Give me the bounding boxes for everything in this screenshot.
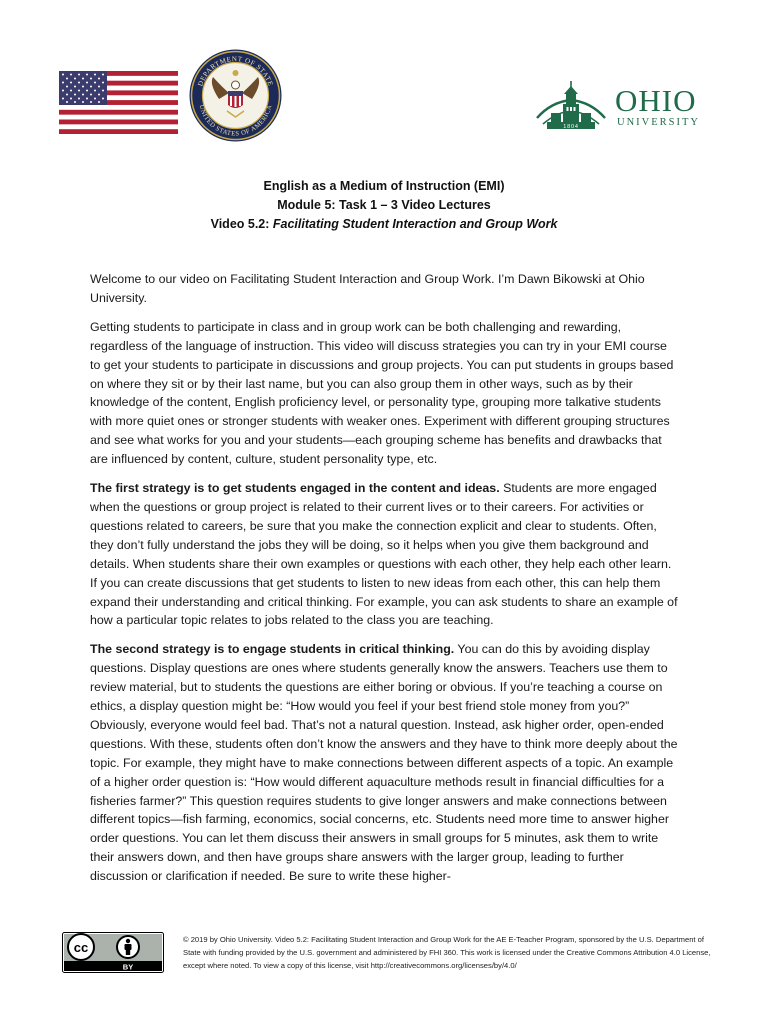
- svg-text:DEPARTMENT OF STATE: DEPARTMENT OF STATE: [196, 54, 275, 88]
- course-title: English as a Medium of Instruction (EMI): [263, 179, 505, 193]
- ohio-logo-name: OHIO: [615, 83, 697, 118]
- ohio-logo-subtitle: UNIVERSITY: [617, 117, 700, 128]
- paragraph-second-strategy: The second strategy is to engage students in critical thinking. You can do this by avoiding display questions. Display questions are ones where students generally know the answers. Teachers use them to review material, but to students the questions are either boring or obvious. If you’re teaching a course on ethics, a display question might be: “How would you feel if your best friend stole money from you?” Obviously, everyone would feel bad. That’s not a natural question. Instead, ask higher order, open-ended questions. With these, students often don’t know the answers and they have to think more deeply about the topic. For example, they might have to make connections between different aspects of a topic. An example of a higher order question is: “How would different aquaculture methods result in financial difficulties for a fisheries farmer?” This question requires students to give longer answers and make connections between different topics—fish farming, economics, social concerns, etc. Students need more time to answer higher order questions. You can let them discuss their answers in small groups for 5 minutes, ask them to write their answers down, and then have groups share answers with the larger group, leading to further discussion or clarification if needed. Be sure to write these higher-: [90, 642, 678, 884]
- paragraph-first-strategy: The first strategy is to get students engaged in the content and ideas. Students are more engaged when the questions or group project is related to their current lives or to their careers. For activities or questions related to careers, be sure that you make the connection explicit and clear to students. Often, they don’t fully understand the jobs they will be doing, so it helps when you give them background and details. When students share their own examples or questions with each other, they help each other learn. If you can create discussions that get students to listen to new ideas from each other, this can help them expand their understanding and critical thinking. For example, you can ask students to share an example of how a particular topic relates to jobs related to the class you are teaching.: [90, 481, 678, 628]
- department-of-state-seal: [189, 49, 282, 142]
- paragraph-welcome: Welcome to our video on Facilitating Student Interaction and Group Work. I’m Dawn Bikowski at Ohio University.: [90, 272, 645, 305]
- ohio-university-cupola-icon: [533, 80, 609, 130]
- svg-text:UNITED STATES OF AMERICA: UNITED STATES OF AMERICA: [197, 104, 274, 138]
- paragraph-intro: Getting students to participate in class and in group work can be both challenging and rewarding, regardless of the language of instruction. This video will discuss strategies you can try in your EMI course to get your students to participate in discussions and group projects. You can put students in groups based on where they sit or by their last name, but you can also group them in other ways, such as by their knowledge of the content, English proficiency level, or personality type, grouping more talkative students with more quiet ones or stronger students with weaker ones. Experiment with different grouping structures and see what works for you and your students—each grouping scheme has benefits and drawbacks that are influenced by content, culture, student personality type, etc.: [90, 319, 674, 467]
- creative-commons-by-badge: [62, 932, 164, 973]
- document-title-block: [0, 177, 768, 234]
- transcript-body: [90, 270, 680, 896]
- svg-text:1804: 1804: [563, 123, 579, 130]
- cc-icon: [68, 934, 94, 960]
- video-title: Video 5.2: Facilitating Student Interaction and Group Work: [210, 217, 558, 231]
- attribution-person-icon: [117, 936, 139, 958]
- module-title: Module 5: Task 1 – 3 Video Lectures: [277, 198, 491, 212]
- svg-text:cc: cc: [73, 940, 89, 955]
- us-flag-image: [59, 71, 178, 134]
- ohio-university-logo: [533, 80, 713, 130]
- svg-text:BY: BY: [122, 962, 134, 972]
- copyright-license-note: © 2019 by Ohio University. Video 5.2: Facilitating Student Interaction and Group Work for the AE E-Teacher Program, sponsored by the U.S. Department of State with funding provided by the U.S. government and administered by FHI 360. This work is licensed under the Creative Commons Attribution 4.0 License, except where noted. To view a copy of this license, visit http://creativecommons.org/licenses/by/4.0/: [183, 935, 711, 970]
